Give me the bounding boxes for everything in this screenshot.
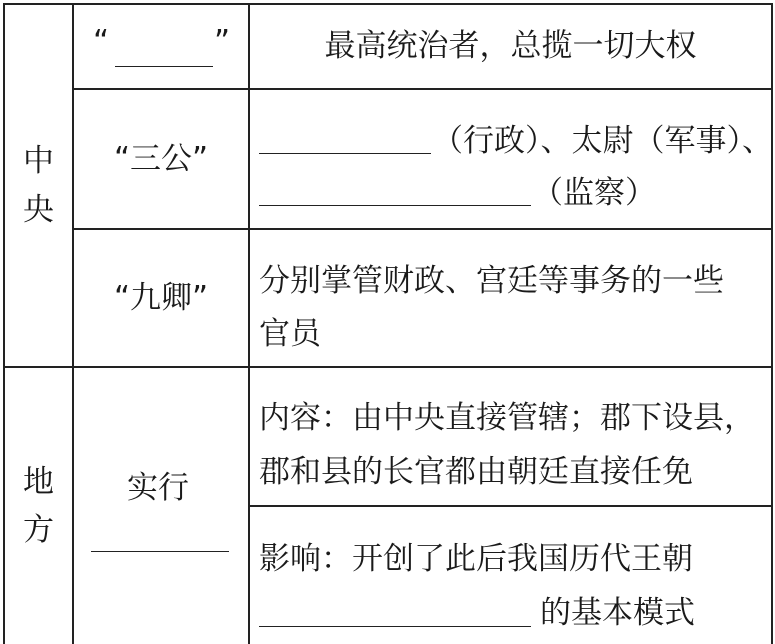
nine-ministers-desc-line1: 分别掌管财政、宫廷等事务的一些 bbox=[259, 263, 724, 299]
table-border-right bbox=[771, 3, 773, 644]
local-system-blank bbox=[91, 551, 229, 552]
local-implement-label: 实行 bbox=[127, 470, 189, 506]
three-dukes-label-text: “三公” bbox=[113, 140, 209, 177]
nine-ministers-label-text: “九卿” bbox=[113, 279, 209, 316]
emperor-open-quote: “ bbox=[93, 24, 110, 60]
local-header-cell bbox=[5, 368, 72, 644]
central-char-1: 中 bbox=[23, 143, 54, 180]
chancellor-blank bbox=[259, 153, 431, 154]
nine-ministers-desc-line2: 官员 bbox=[259, 316, 321, 352]
three-dukes-line1-text: （行政）、太尉（军事）、 bbox=[432, 123, 773, 159]
central-char-2: 央 bbox=[23, 191, 54, 228]
section-divider bbox=[3, 366, 773, 368]
column-divider-2 bbox=[248, 3, 250, 644]
emperor-close-quote: ” bbox=[214, 24, 231, 60]
emperor-desc bbox=[250, 5, 771, 88]
local-influence-line2: 的基本模式 bbox=[540, 595, 695, 631]
three-dukes-label bbox=[74, 90, 248, 228]
three-dukes-line2-text: （监察） bbox=[532, 175, 656, 211]
local-content-line2: 郡和县的长官都由朝廷直接任免 bbox=[259, 454, 693, 490]
influence-blank bbox=[259, 626, 531, 627]
nine-ministers-label bbox=[74, 230, 248, 366]
local-content-line1: 内容：由中央直接管辖；郡下设县， bbox=[259, 400, 755, 436]
local-influence-line1: 影响：开创了此后我国历代王朝 bbox=[259, 541, 693, 577]
central-header-cell bbox=[5, 5, 72, 366]
emperor-answer-blank bbox=[115, 66, 213, 67]
emperor-desc-text: 最高统治者，总揽一切大权 bbox=[324, 28, 697, 65]
local-char-1: 地 bbox=[23, 463, 54, 500]
local-char-2: 方 bbox=[23, 512, 54, 548]
row-divider-3 bbox=[248, 505, 773, 507]
censor-blank bbox=[259, 205, 531, 206]
